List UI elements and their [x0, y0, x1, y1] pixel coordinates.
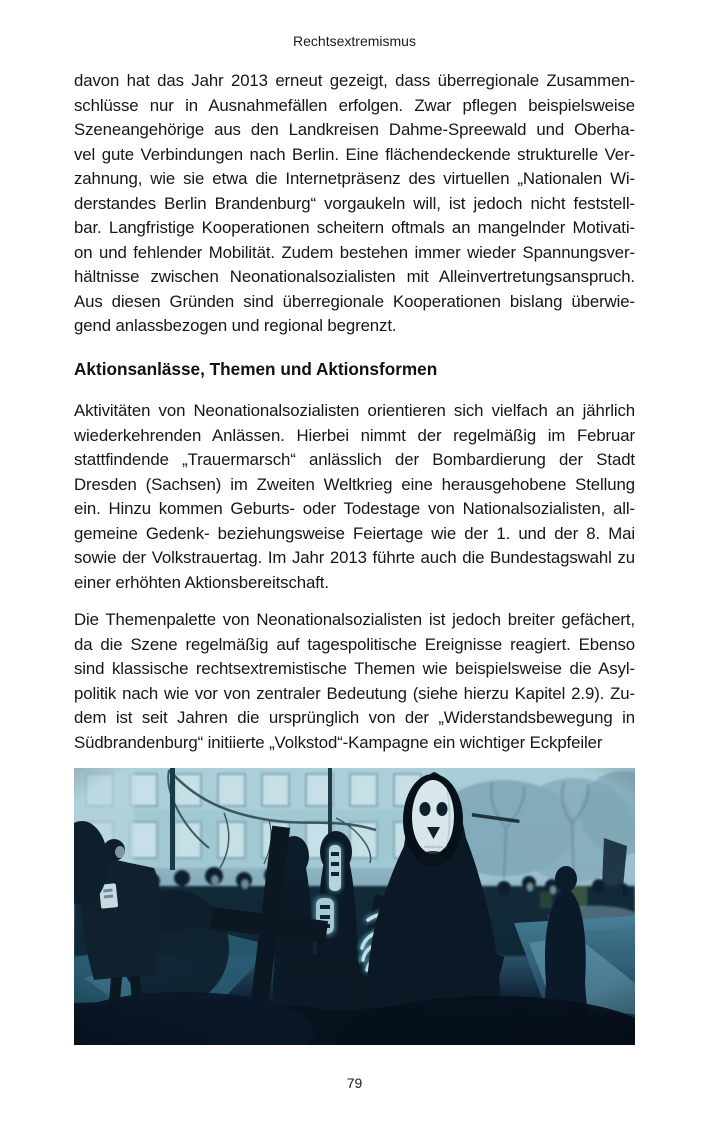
text-line: Südbrandenburg“ initiierte „Volkstod“-Kampagne ein wichtiger Eckpfeiler — [74, 732, 603, 752]
text-line: schlüsse nur in Ausnahmefällen erfolgen. Zwar pflegen beispielsweise — [74, 95, 635, 115]
text-line: zahnung, wie sie etwa die Internetpräsenz des virtuellen „Nationalen Wi- — [74, 169, 635, 188]
text-line: sowie der Volkstrauertag. Im Jahr 2013 führte auch die Bundestagswahl zu — [74, 548, 635, 567]
page-number: 79 — [346, 1075, 363, 1091]
text-line: Aus diesen Gründen sind überregionale Kooperationen bislang überwie- — [74, 291, 635, 311]
march-photo-illustration — [74, 768, 635, 1045]
text-line: da die Szene regelmäßig auf tagespolitische Ereignisse reagiert. Ebenso — [74, 634, 635, 654]
vignette-overlay — [74, 768, 635, 1045]
text-line: sind klassische rechtsextremistische Themen wie beispielsweise die Asyl- — [74, 659, 635, 678]
running-head: Rechtsextremismus — [293, 33, 416, 49]
text-line: Dresden (Sachsen) im Zweiten Weltkrieg eine herausgehobene Stellung — [74, 474, 635, 494]
paragraph-2 — [74, 399, 635, 595]
text-line: Szeneangehörige aus den Landkreisen Dahme-Spreewald und Oberha- — [74, 120, 635, 139]
text-line: gemeine Gedenk- beziehungsweise Feiertage wie der 1. und der 8. Mai — [74, 523, 635, 543]
trauermarsch-photo — [74, 768, 635, 1045]
text-line: on und fehlender Mobilität. Zudem bestehen immer wieder Spannungsver- — [74, 242, 635, 262]
text-line: bar. Langfristige Kooperationen scheitern oftmals an mangelnder Motivati- — [74, 218, 635, 237]
text-line: stattfindende „Trauermarsch“ anlässlich der Bombardierung der Stadt — [74, 450, 635, 469]
text-line: Die Themenpalette von Neonationalsozialisten ist jedoch breiter gefächert, — [74, 610, 635, 629]
text-line: Aktivitäten von Neonationalsozialisten orientieren sich vielfach an jährlich — [74, 401, 635, 420]
text-line: davon hat das Jahr 2013 erneut gezeigt, dass überregionale Zusammen- — [74, 71, 635, 90]
text-line: gend anlassbezogen und regional begrenzt. — [74, 316, 397, 335]
paragraph-1 — [74, 69, 635, 339]
text-line: wiederkehrenden Anlässen. Hierbei nimmt der regelmäßig im Februar — [74, 425, 635, 445]
text-line: ein. Hinzu kommen Geburts- oder Todestage von Nationalsozialisten, all- — [74, 499, 635, 518]
paragraph-3 — [74, 608, 635, 755]
text-line: vel gute Verbindungen nach Berlin. Eine flächendeckende strukturelle Ver- — [74, 144, 635, 164]
text-line: dem ist seit Jahren die ursprünglich von der „Widerstandsbewegung in — [74, 708, 635, 727]
text-line: einer erhöhten Aktionsbereitschaft. — [74, 572, 329, 592]
text-line: derstandes Berlin Brandenburg“ vorgaukeln will, ist jedoch nicht feststell- — [74, 193, 635, 213]
section-heading: Aktionsanlässe, Themen und Aktionsformen — [74, 358, 438, 379]
text-line: hältnisse zwischen Neonationalsozialisten mit Alleinvertretungsanspruch. — [74, 267, 635, 286]
text-line: politik nach wie vor von zentraler Bedeutung (siehe hierzu Kapitel 2.9). Zu- — [74, 683, 635, 703]
